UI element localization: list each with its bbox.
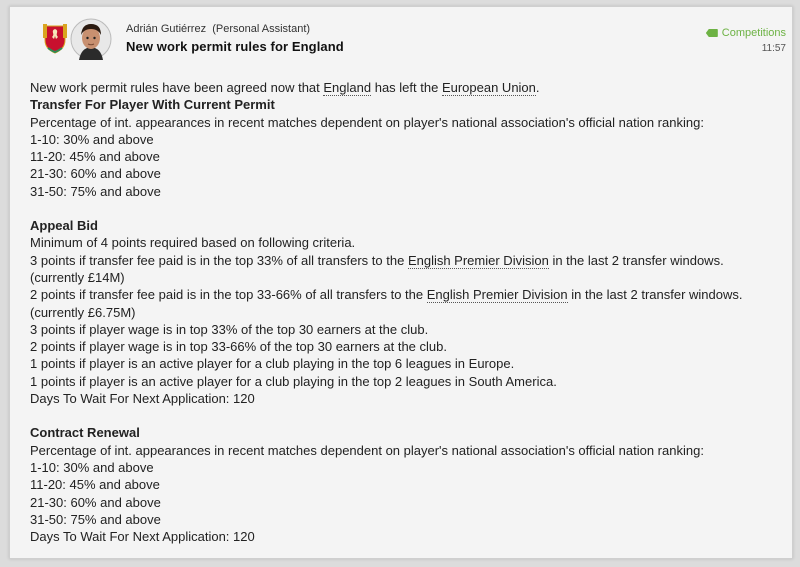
spacer bbox=[30, 407, 780, 424]
section3-line: 1-10: 30% and above bbox=[30, 459, 154, 475]
link-english-premier-division[interactable]: English Premier Division bbox=[426, 287, 568, 303]
section-title-contract: Contract Renewal bbox=[30, 425, 140, 441]
section1-line: 11-20: 45% and above bbox=[30, 149, 160, 165]
assistant-avatar[interactable] bbox=[70, 18, 112, 60]
message-panel bbox=[9, 6, 793, 559]
section2-intro: Minimum of 4 points required based on following criteria. bbox=[30, 235, 356, 251]
spacer bbox=[30, 200, 780, 217]
criterion-text: 2 points if transfer fee paid is in the top 33-66% of all transfers to the bbox=[30, 287, 427, 303]
category-tag[interactable] bbox=[706, 27, 786, 39]
tag-icon bbox=[706, 29, 718, 37]
sender-line bbox=[126, 23, 310, 35]
section2-line: 3 points if player wage is in top 33% of the top 30 earners at the club. bbox=[30, 321, 429, 337]
section3-line: Percentage of int. appearances in recent matches dependent on player's national association's official nation ranking: bbox=[30, 442, 704, 458]
sender-role: (Personal Assistant) bbox=[212, 23, 311, 35]
link-european-union[interactable]: European Union bbox=[441, 80, 536, 95]
section3-line: Days To Wait For Next Application: 120 bbox=[30, 529, 255, 545]
section1-line: 1-10: 30% and above bbox=[30, 131, 154, 147]
section-title-appeal: Appeal Bid bbox=[30, 218, 98, 234]
section3-line: 31-50: 75% and above bbox=[30, 511, 161, 527]
intro-text: . bbox=[535, 80, 540, 95]
message-header bbox=[10, 7, 792, 65]
section2-line: Days To Wait For Next Application: 120 bbox=[30, 391, 255, 407]
section3-line: 11-20: 45% and above bbox=[30, 477, 160, 493]
intro-text: has left the bbox=[371, 80, 442, 95]
category-label: Competitions bbox=[721, 27, 786, 39]
club-crest-icon[interactable] bbox=[42, 22, 68, 54]
link-english-premier-division[interactable]: English Premier Division bbox=[407, 252, 549, 268]
section3-line: 21-30: 60% and above bbox=[30, 494, 161, 510]
intro-line bbox=[30, 79, 780, 96]
appeal-criterion-2 bbox=[30, 286, 780, 303]
message-subject: New work permit rules for England bbox=[126, 39, 344, 54]
section-title-transfer: Transfer For Player With Current Permit bbox=[30, 97, 275, 113]
message-body bbox=[30, 79, 780, 545]
appeal-criterion-1-note: (currently £14M) bbox=[30, 269, 125, 285]
section2-line: 1 points if player is an active player for a club playing in the top 2 leagues in South America. bbox=[30, 373, 557, 389]
section2-line: 1 points if player is an active player for a club playing in the top 6 leagues in Europe. bbox=[30, 356, 515, 372]
message-time: 11:57 bbox=[761, 43, 786, 54]
criterion-text: 3 points if transfer fee paid is in the top 33% of all transfers to the bbox=[30, 252, 408, 268]
intro-text: New work permit rules have been agreed now that bbox=[30, 80, 324, 95]
criterion-text: in the last 2 transfer windows. bbox=[548, 252, 724, 268]
sender-name[interactable]: Adrián Gutiérrez bbox=[126, 23, 207, 35]
section1-line: Percentage of int. appearances in recent matches dependent on player's national association's official nation ranking: bbox=[30, 114, 704, 130]
section1-line: 21-30: 60% and above bbox=[30, 166, 161, 182]
section2-line: 2 points if player wage is in top 33-66% of the top 30 earners at the club. bbox=[30, 339, 447, 355]
criterion-text: in the last 2 transfer windows. bbox=[567, 287, 743, 303]
appeal-criterion-2-note: (currently £6.75M) bbox=[30, 304, 136, 320]
section1-line: 31-50: 75% and above bbox=[30, 183, 161, 199]
link-england[interactable]: England bbox=[323, 80, 372, 95]
appeal-criterion-1 bbox=[30, 252, 780, 269]
